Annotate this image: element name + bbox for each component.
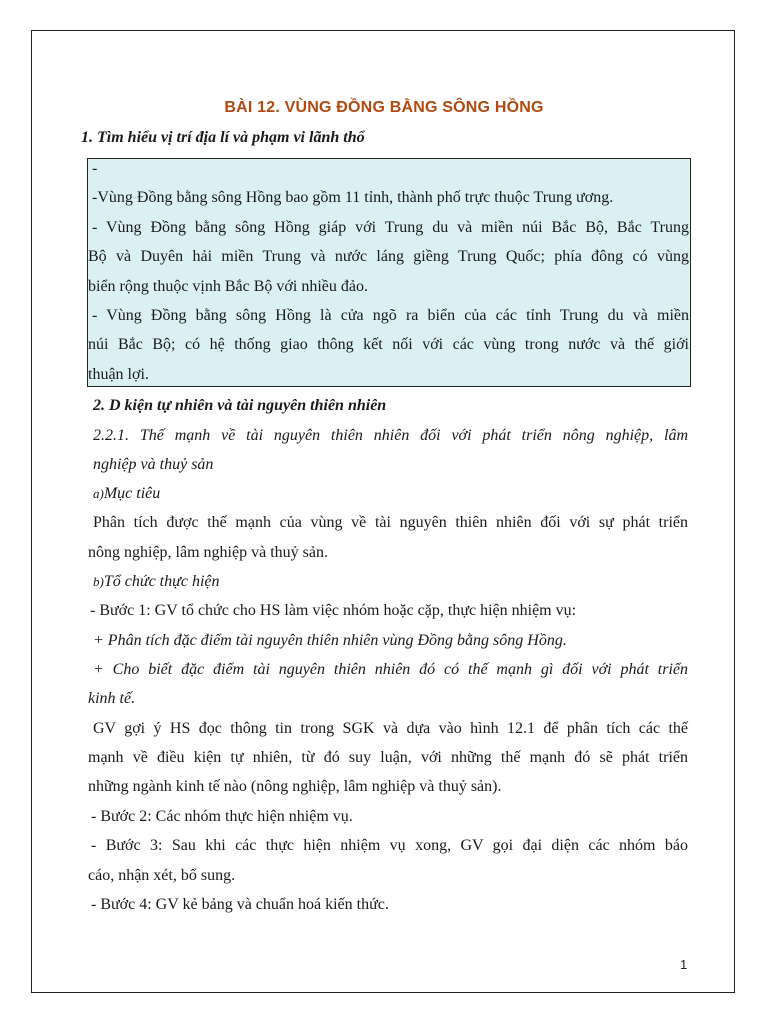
lesson-title: BÀI 12. VÙNG ĐỒNG BẰNG SÔNG HỒNG bbox=[224, 99, 544, 116]
box-line: - Vùng Đồng bằng sông Hồng giáp với Trung du và miền núi Bắc Bộ, Bắc Trung bbox=[92, 219, 689, 236]
objective-text: Phân tích được thế mạnh của vùng về tài nguyên thiên nhiên đối với sự phát triển bbox=[93, 514, 688, 531]
box-line: -Vùng Đồng bằng sông Hồng bao gồm 11 tỉnh, thành phố trực thuộc Trung ương. bbox=[92, 189, 614, 206]
step-4: - Bước 4: GV kẻ bảng và chuẩn hoá kiến thức. bbox=[91, 896, 389, 913]
task-2: + Cho biết đặc điểm tài nguyên thiên nhiên đó có thế mạnh gì đối với phát triển bbox=[93, 661, 688, 678]
section-2-heading: 2. D kiện tự nhiên và tài nguyên thiên nhiên bbox=[93, 397, 387, 414]
page-number: 1 bbox=[680, 957, 688, 972]
box-line: - bbox=[92, 160, 98, 177]
step-2: - Bước 2: Các nhóm thực hiện nhiệm vụ. bbox=[91, 808, 353, 825]
box-line: thuận lợi. bbox=[88, 366, 149, 383]
teacher-hint-end: những ngành kinh tế nào (nông nghiệp, lâm nghiệp và thuỷ sản). bbox=[88, 778, 502, 795]
teacher-hint-cont: mạnh về điều kiện tự nhiên, từ đó suy luận, với những thế mạnh đó sẽ phát triển bbox=[88, 749, 688, 766]
organization-label: b)Tổ chức thực hiện bbox=[93, 573, 220, 590]
box-line: núi Bắc Bộ; có hệ thống giao thông kết nối với các vùng trong nước và thế giới bbox=[88, 336, 689, 353]
box-line: biển rộng thuộc vịnh Bắc Bộ với nhiều đảo. bbox=[88, 278, 368, 295]
step-3-cont: cáo, nhận xét, bổ sung. bbox=[88, 867, 236, 884]
subsection-heading: 2.2.1. Thế mạnh về tài nguyên thiên nhiên đối với phát triển nông nghiệp, lâm bbox=[93, 427, 688, 444]
objective-text-cont: nông nghiệp, lâm nghiệp và thuỷ sản. bbox=[88, 544, 328, 561]
step-1: - Bước 1: GV tổ chức cho HS làm việc nhóm hoặc cặp, thực hiện nhiệm vụ: bbox=[90, 602, 577, 619]
task-2-cont: kinh tế. bbox=[88, 690, 136, 707]
box-line: - Vùng Đồng bằng sông Hồng là cửa ngõ ra biển của các tỉnh Trung du và miền bbox=[92, 307, 689, 324]
task-1: + Phân tích đặc điểm tài nguyên thiên nhiên vùng Đồng bằng sông Hồng. bbox=[93, 632, 567, 649]
teacher-hint: GV gợi ý HS đọc thông tin trong SGK và dựa vào hình 12.1 để phân tích các thế bbox=[93, 720, 688, 737]
box-line: Bộ và Duyên hải miền Trung và nước láng giềng Trung Quốc; phía đông có vùng bbox=[88, 248, 689, 265]
objective-label: a)Mục tiêu bbox=[93, 485, 161, 502]
subsection-heading-cont: nghiệp và thuỷ sản bbox=[93, 456, 214, 473]
section-1-heading: 1. Tìm hiểu vị trí địa lí và phạm vi lãnh thổ bbox=[81, 129, 365, 146]
step-3: - Bước 3: Sau khi các thực hiện nhiệm vụ xong, GV gọi đại diện các nhóm báo bbox=[91, 837, 688, 854]
